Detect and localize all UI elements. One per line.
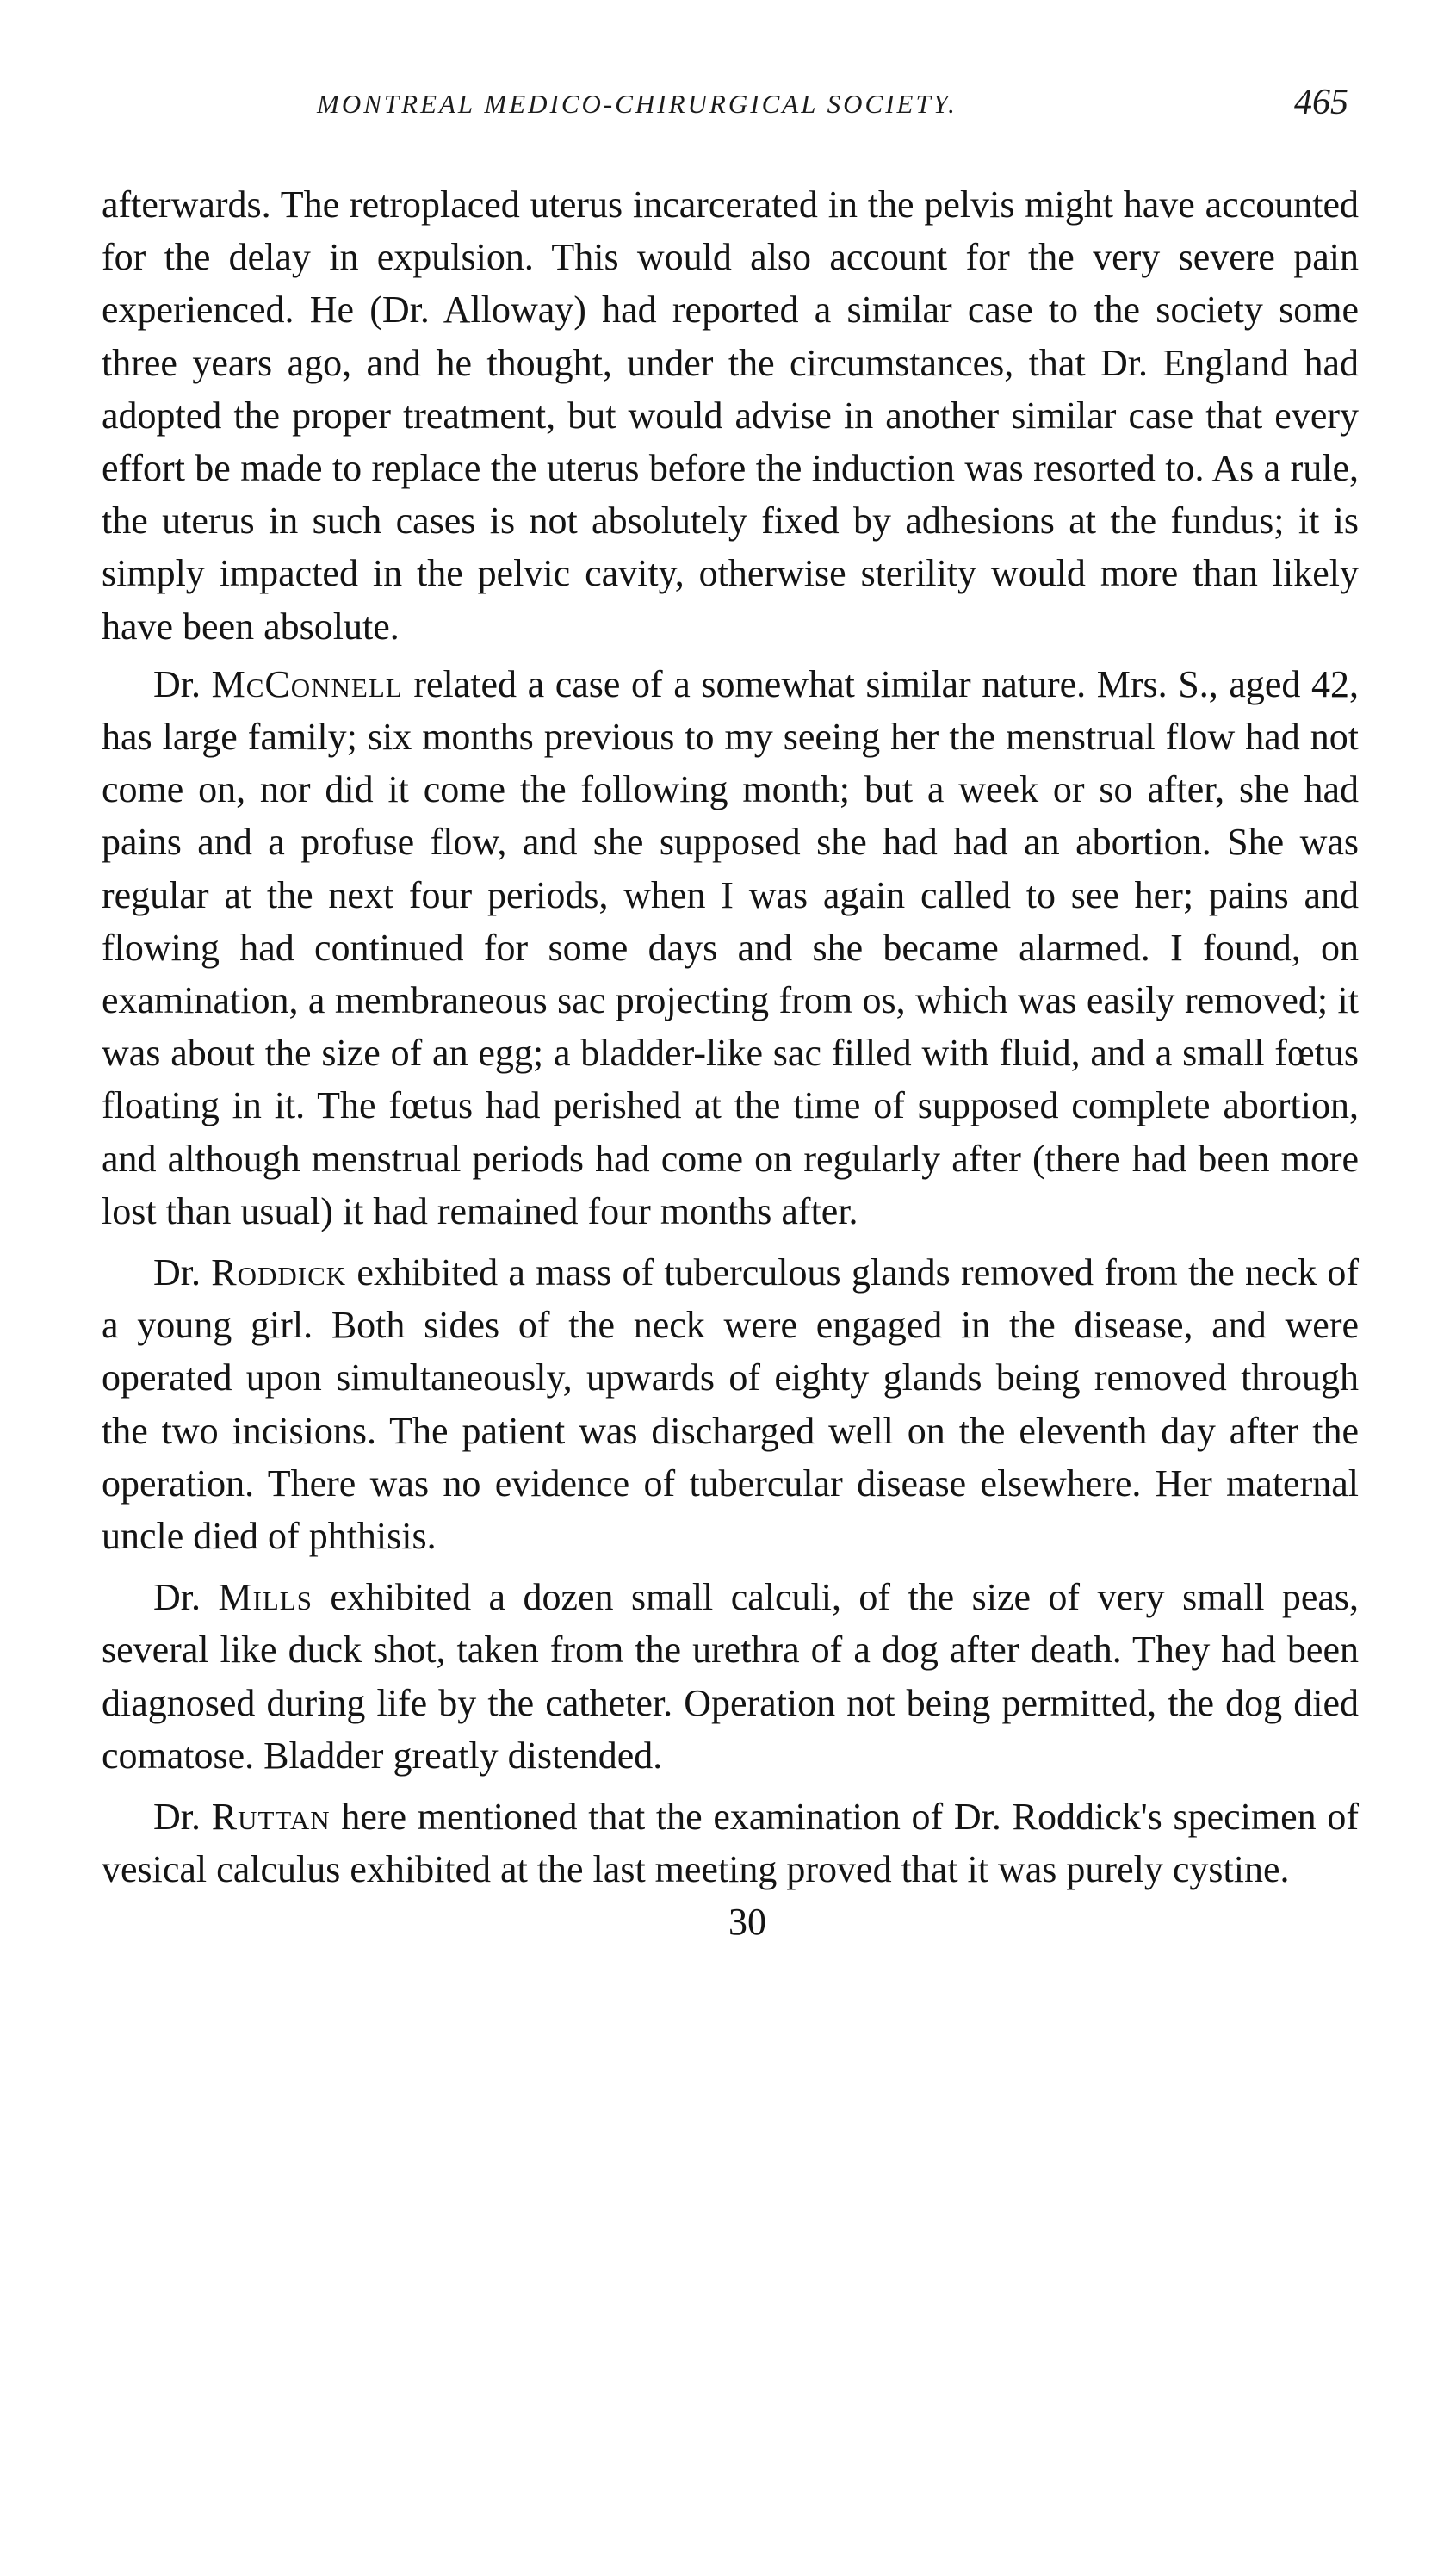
paragraph-text: related a case of a somewhat similar nature. Mrs. S., aged 42, has large family; six months previous to my seeing her the menstrual flow had not come on, nor did it come the following month; but a week or so after, she had pains and a profuse flow, and she supposed she had had an abortion. She was regular at the next four periods, when I was again called to see her; pains and flowing had continued for some days and she became alarmed. I found, on examination, a membraneous sac projecting from os, which was easily removed; it was about the size of an egg; a bladder-like sac filled with fluid, and a small fœtus floating in it. The fœtus had perished at the time of supposed complete abortion, and although menstrual periods had come on regularly after (there had been more lost than usual) it had remained four months after. — [102, 662, 1360, 1232]
paragraph-text: afterwards. The retroplaced uterus incarcerated in the pelvis might have accounted for the delay in expulsion. This would also account for the very severe pain experienced. He (Dr. Alloway) had reported a similar case to the society some three years ago, and he thought, under the circumstances, that Dr. England had adopted the proper treatment, but would advise in another similar case that every effort be made to replace the uterus before the induction was resorted to. As a rule, the uterus in such cases is not absolutely fixed by adhesions at the fundus; it is simply impacted in the pelvic cavity, otherwise sterility would more than likely have been absolute. — [102, 183, 1359, 648]
speaker-prefix: Dr. — [153, 1251, 212, 1294]
speaker-name: McConnell — [211, 662, 403, 705]
paragraph-mills — [102, 1571, 1359, 1782]
paragraph-text: exhibited a dozen small calculi, of the size of very small peas, several like duck shot, taken from the urethra of a dog after death. They had been diagnosed during life by the catheter. Operation not being permitted, the dog died comatose. Bladder greatly distended. — [102, 1576, 1360, 1777]
paragraph-text: here mentioned that the examination of Dr. Roddick's specimen of vesical calculus exhibited at the last meeting proved that it was purely cystine. — [102, 1796, 1360, 1891]
speaker-name: Mills — [218, 1576, 313, 1619]
page-header — [102, 82, 1359, 133]
signature-mark: 30 — [728, 1900, 766, 1943]
paragraph-ruttan — [102, 1790, 1359, 1896]
running-title: MONTREAL MEDICO-CHIRURGICAL SOCIETY. — [317, 89, 957, 119]
speaker-prefix: Dr. — [153, 662, 212, 705]
speaker-name: Roddick — [211, 1251, 347, 1294]
speaker-prefix: Dr. — [153, 1796, 212, 1839]
paragraph-alloway-continuation — [102, 178, 1359, 653]
page-number: 465 — [1294, 83, 1348, 122]
speaker-prefix: Dr. — [153, 1576, 219, 1619]
book-page — [102, 82, 1359, 2545]
speaker-name: Ruttan — [211, 1796, 331, 1839]
paragraph-mcconnell — [102, 658, 1359, 1238]
paragraph-text: exhibited a mass of tuberculous glands removed from the neck of a young girl. Both sides of the neck were engaged in the disease, and were operated upon simultaneously, upwards of eighty glands being removed through the two incisions. The patient was discharged well on the eleventh day after the operation. There was no evidence of tubercular disease elsewhere. Her maternal uncle died of phthisis. — [102, 1251, 1359, 1558]
paragraph-roddick — [102, 1246, 1359, 1562]
